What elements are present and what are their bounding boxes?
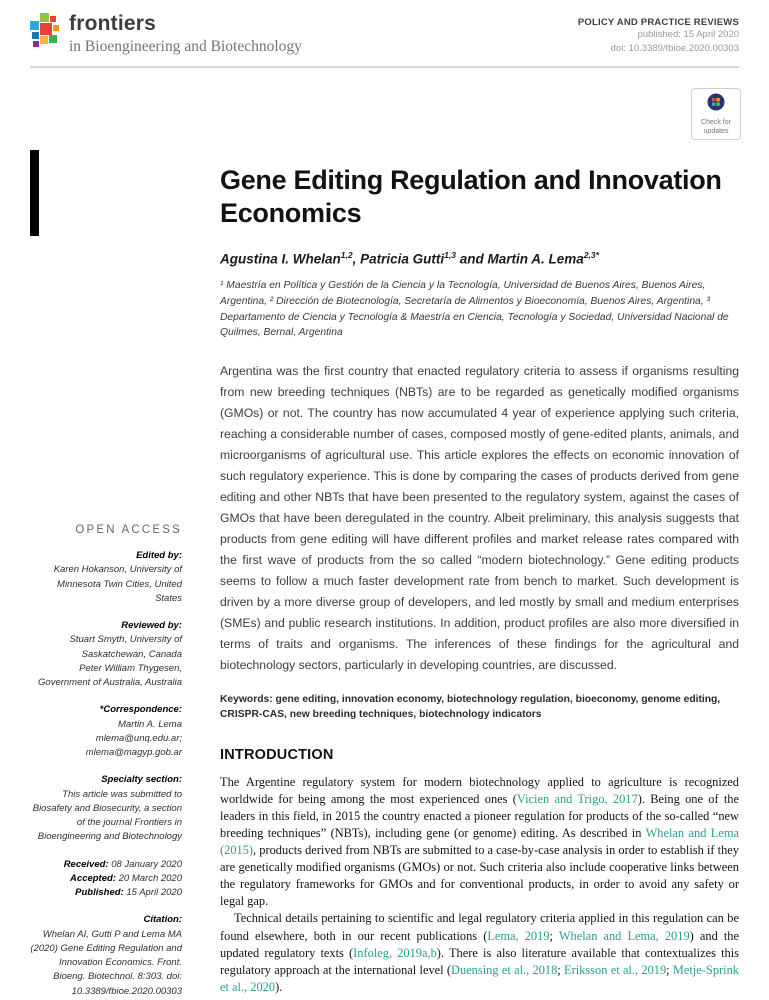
received-label: Received: xyxy=(63,858,109,870)
introduction-paragraph-1 xyxy=(220,774,739,911)
crossmark-icon xyxy=(707,98,725,115)
specialty-section-block xyxy=(30,773,182,844)
reviewer-2: Peter William Thygesen, Government of Australia, Australia xyxy=(38,662,182,688)
article-sidebar xyxy=(30,68,202,999)
section-heading-introduction: INTRODUCTION xyxy=(220,746,334,763)
author-separator: , xyxy=(352,251,361,267)
citation-link[interactable]: Metje-Sprink et al., 2020 xyxy=(220,962,739,994)
title-marker-bar xyxy=(30,150,39,236)
author-name: Agustina I. Whelan xyxy=(220,251,341,267)
correspondence-email-1[interactable]: mlema@unq.edu.ar; xyxy=(95,732,182,744)
correspondence-block xyxy=(30,703,182,760)
reviewer-1: Stuart Smyth, University of Saskatchewan, Canada xyxy=(69,634,182,660)
citation-link[interactable]: Lema, 2019 xyxy=(487,928,550,943)
paragraph-text: ) and the updated regulatory texts ( xyxy=(220,928,739,960)
reviewed-by-block xyxy=(30,619,182,690)
paragraph-text: The Argentine regulatory system for modern biotechnology applied to agriculture is recognized worldwide for being among the most experienced ones ( xyxy=(220,774,739,806)
paragraph-text: ). xyxy=(275,979,283,994)
received-date: 08 January 2020 xyxy=(111,858,182,870)
author-separator: and xyxy=(455,251,488,267)
specialty-section-text: This article was submitted to Biosafety and Biosecurity, a section of the journal Frontiers in Bioengineering and Biotechnology xyxy=(32,788,182,843)
journal-name: in Bioengineering and Biotechnology xyxy=(69,38,302,55)
citation-label: Citation: xyxy=(143,914,182,926)
citation-link[interactable]: Infoleg, 2019a,b xyxy=(353,945,437,960)
correspondence-email-2[interactable]: mlema@magyp.gob.ar xyxy=(85,747,182,758)
paragraph-text: Technical details pertaining to scientific and legal regulatory criteria applied in this regulation can be found elsewhere, both in our recent publications ( xyxy=(220,911,739,943)
main-column xyxy=(202,68,739,999)
frontiers-wordmark: frontiers xyxy=(69,12,156,35)
paragraph-text: ; xyxy=(666,962,673,977)
abstract-text: Argentina was the first country that enacted regulatory criteria to assess if organisms resulting from new breeding techniques (NBTs) are to be regarded as genetically modified organisms (GMOs) or not. The country has now accumulated 4 year of experience applying such criteria, reaching a considerable number of cases, composed mostly of gene-edited plants, animals, and microorganisms of agricultural use. This article explores the effects on economic innovation of such regulatory experience. This is done by comparing the cases of products derived from gene editing and other NBTs that have been presented to the regulatory system, against the cases of GMOs that have been deregulated in the country. Albeit preliminary, this analysis suggests that products from gene editing will have different profiles and market release rates compared with the first wave of products from the so called “modern biotechnology.” Gene editing products seems to follow a much faster development rate from bench to market. Such development is driven by a more diverse group of developers, and led mostly by small and medium enterprises (SMEs) and public research institutions. In addition, product profiles are also more diversified in terms of traits and organisms. The inferences of these findings for the agricultural and biotechnology sectors, particularly in developing countries, are discussed. xyxy=(220,363,739,672)
introduction-paragraph-2 xyxy=(220,910,739,996)
citation-link[interactable]: Eriksson et al., 2019 xyxy=(564,962,667,977)
keywords-line: Keywords: gene editing, innovation economy, biotechnology regulation, bioeconomy, genome editing, CRISPR-CAS, new breeding techniques, biotechnology indicators xyxy=(220,693,721,721)
paragraph-text: ). There is also literature available that contextualizes this regulatory approach at the international level ( xyxy=(220,945,739,977)
correspondence-label: *Correspondence: xyxy=(99,704,182,716)
edited-by-text: Karen Hokanson, University of Minnesota Twin Cities, United States xyxy=(53,564,182,604)
open-access-label: OPEN ACCESS xyxy=(75,524,182,536)
citation-link[interactable]: Whelan and Lema (2015) xyxy=(220,825,739,858)
published-date-line: published: 15 April 2020 xyxy=(637,29,739,40)
paragraph-text: ; xyxy=(549,928,559,943)
author-name: Martin A. Lema xyxy=(487,251,584,267)
accepted-label: Accepted: xyxy=(70,872,116,884)
edited-by-block xyxy=(30,549,182,606)
citation-link[interactable]: Vicien and Trigo, 2017 xyxy=(516,791,638,806)
citation-link[interactable]: Duensing et al., 2018 xyxy=(451,962,558,977)
edited-by-label: Edited by: xyxy=(136,550,182,561)
published-date: 15 April 2020 xyxy=(126,887,182,898)
header-meta xyxy=(578,13,739,56)
dates-block xyxy=(30,858,182,901)
author-superscript: 1,3 xyxy=(444,249,456,260)
paragraph-text: ). Being one of the leaders in this field, in 2015 the country enacted a pioneer regulation for products of the so-called “new breeding techniques” (NBTs), including gene (or genome) editing. As described in xyxy=(220,791,739,840)
check-for-updates-badge[interactable] xyxy=(691,88,741,140)
journal-header xyxy=(0,0,769,56)
correspondence-name: Martin A. Lema xyxy=(117,718,182,730)
check-for-updates-label: Check for updates xyxy=(701,119,731,136)
affiliations: ¹ Maestría en Política y Gestión de la Ciencia y la Tecnología, Universidad de Buenos Aires, Buenos Aires, Argentina, ² Dirección de Biotecnología, Secretaría de Alimentos y Bioeconomía, Buenos Aires, Argentina, ³ Departamento de Ciencia y Tecnología & Maestría en Ciencia, Tecnología y Sociedad, Universidad Nacional de Quilmes, Bernal, Argentina xyxy=(220,280,729,339)
author-superscript: 2,3* xyxy=(583,249,599,260)
paragraph-text: , products derived from NBTs are submitted to a case-by-case analysis in order to establish if they are genetically modified organisms (GMOs) or not. Such criteria also include cooperative links between the regulatory frameworks for GMOs and for conventional products, in order to avoid any safety or legal gap. xyxy=(220,843,739,909)
citation-link[interactable]: Whelan and Lema, 2019 xyxy=(558,928,690,943)
frontiers-brand xyxy=(30,13,302,56)
author-name: Patricia Gutti xyxy=(360,251,445,267)
citation-text: Whelan AI, Gutti P and Lema MA (2020) Gene Editing Regulation and Innovation Economics. Front. Bioeng. Biotechnol. 8:303. doi: 10.3389/fbioe.2020.00303 xyxy=(30,928,182,997)
article-type-label: POLICY AND PRACTICE REVIEWS xyxy=(577,17,739,28)
brand-text xyxy=(69,13,302,56)
frontiers-logo-icon xyxy=(30,13,60,54)
citation-block xyxy=(30,913,182,999)
article-body xyxy=(0,68,769,999)
doi-line: doi: 10.3389/fbioe.2020.00303 xyxy=(610,42,739,54)
accepted-date: 20 March 2020 xyxy=(118,872,182,884)
article-title: Gene Editing Regulation and Innovation Economics xyxy=(220,165,722,228)
paragraph-text: ; xyxy=(557,962,565,977)
author-superscript: 1,2 xyxy=(340,249,353,260)
author-line xyxy=(220,250,739,267)
published-label: Published: xyxy=(75,887,124,898)
reviewed-by-label: Reviewed by: xyxy=(121,620,182,631)
specialty-section-label: Specialty section: xyxy=(101,774,182,786)
